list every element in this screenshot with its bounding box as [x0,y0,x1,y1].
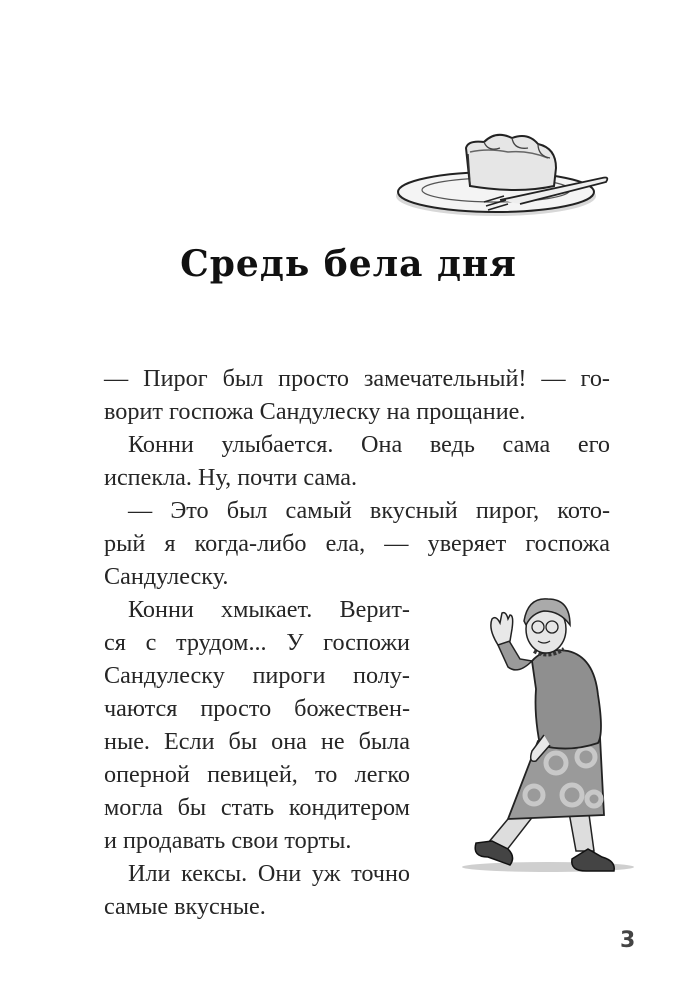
text-line: чаются просто божествен- [104,695,410,722]
text-line: Сандулеску пироги полу- [104,662,410,689]
chapter-title: Средь бела дня [180,243,517,285]
text-line: — Это был самый вкусный пирог, кото- [128,497,610,524]
text-line: ся с трудом... У госпожи [104,629,410,656]
text-line: ные. Если бы она не была [104,728,410,755]
text-line: Конни улыбается. Она ведь сама его [128,431,610,458]
text-line: оперной певицей, то легко [104,761,410,788]
text-line: — Пирог был просто замечательный! — го- [104,365,610,392]
text-line: и продавать свои торты. [104,827,352,854]
text-line: испекла. Ну, почти сама. [104,464,358,491]
wrapped-paragraph [104,593,410,923]
pie-on-plate-illustration [388,118,614,224]
text-line: Сандулеску. [104,563,229,590]
text-line: самые вкусные. [104,893,266,920]
text-line: ворит госпожа Сандулеску на прощание. [104,398,526,425]
text-line: могла бы стать кондитером [104,794,410,821]
text-line: Или кексы. Они уж точно [128,860,410,887]
text-line: Конни хмыкает. Верит- [128,596,410,623]
page-number: 3 [620,928,636,953]
text-line: рый я когда-либо ела, — уверяет госпожа [104,530,610,557]
woman-waving-illustration [448,585,634,875]
